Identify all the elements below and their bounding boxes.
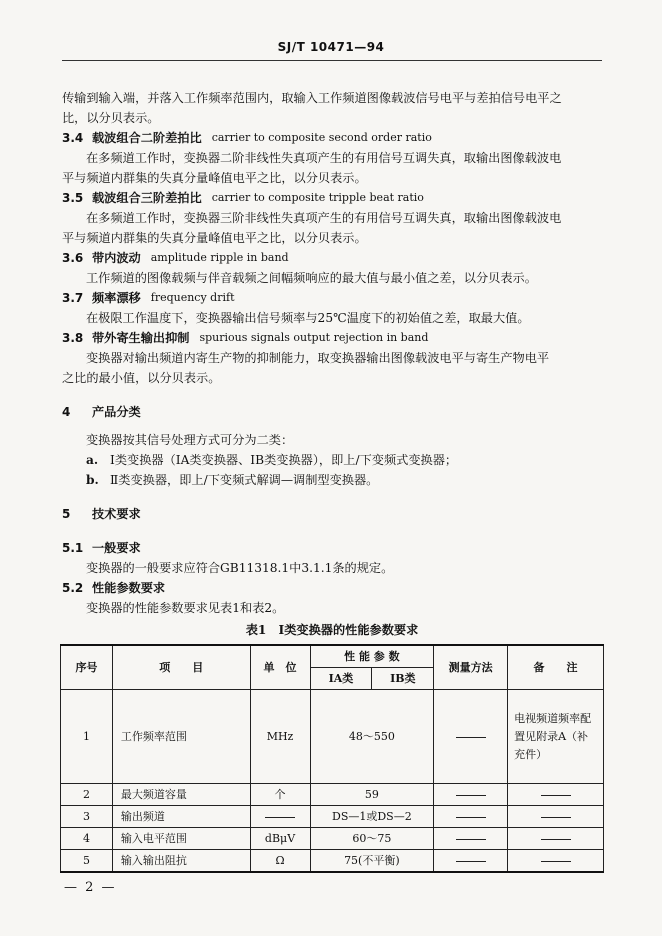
table-row xyxy=(61,806,604,828)
section-3-7-line-1: 在极限工作温度下，变换器输出信号频率与25℃温度下的初始值之差，取最大值。 xyxy=(86,311,530,325)
section-4-heading xyxy=(62,402,602,422)
table-row xyxy=(61,690,604,784)
section-number: 3.4 xyxy=(62,131,84,145)
dash-mark xyxy=(541,817,571,818)
cell-value: DS—1或DS—2 xyxy=(310,806,434,828)
list-text: Ⅰ类变换器（ⅠA类变换器、ⅠB类变换器），即上/下变频式变换器； xyxy=(110,453,458,467)
section-title-english: carrier to composite second order ratio xyxy=(211,131,432,144)
section-3-6-line-1: 工作频道的图像载频与伴音载频之间幅频响应的最大值与最小值之差，以分贝表示。 xyxy=(86,271,537,285)
list-marker: a. xyxy=(86,453,99,467)
section-title: 带外寄生输出抑制 xyxy=(92,331,190,345)
section-3-7-heading xyxy=(62,288,602,308)
section-5-2-heading xyxy=(62,578,602,598)
dash-mark xyxy=(456,795,486,796)
cell-value: 60～75 xyxy=(310,828,434,850)
cell-seq: 5 xyxy=(61,850,113,873)
dash-mark xyxy=(541,839,571,840)
dash-mark xyxy=(265,817,295,818)
cell-unit: 个 xyxy=(250,784,310,806)
section-number: 5 xyxy=(62,507,71,521)
cell-seq: 2 xyxy=(61,784,113,806)
section-3-8-line-2: 之比的最小值，以分贝表示。 xyxy=(62,371,221,385)
header-rule xyxy=(62,60,602,61)
dash-mark xyxy=(456,737,486,738)
cell-unit: Ω xyxy=(250,850,310,873)
section-3-5-line-1: 在多频道工作时，变换器三阶非线性失真项产生的有用信号互调失真，取输出图像载波电 xyxy=(86,211,562,225)
section-title-english: amplitude ripple in band xyxy=(150,251,289,264)
section-3-8-line-1: 变换器对输出频道内寄生产物的抑制能力，取变换器输出图像载波电平与寄生产物电平 xyxy=(86,351,550,365)
cell-item: 输出频道 xyxy=(112,806,250,828)
section-4-intro: 变换器按其信号处理方式可分为二类： xyxy=(86,433,294,447)
cell-seq: 3 xyxy=(61,806,113,828)
cell-value: 59 xyxy=(310,784,434,806)
section-3-4-line-1: 在多频道工作时，变换器二阶非线性失真项产生的有用信号互调失真，取输出图像载波电 xyxy=(86,151,562,165)
list-marker: b. xyxy=(86,473,99,487)
dash-mark xyxy=(541,795,571,796)
table-caption: 表1 Ⅰ类变换器的性能参数要求 xyxy=(245,623,419,637)
section-title: 载波组合二阶差拍比 xyxy=(92,131,202,145)
dash-mark xyxy=(456,817,486,818)
dash-mark xyxy=(456,839,486,840)
section-title-english: frequency drift xyxy=(150,291,235,304)
cell-item: 输入输出阻抗 xyxy=(112,850,250,873)
section-number: 5.2 xyxy=(62,581,84,595)
cell-note xyxy=(508,828,604,850)
table-row xyxy=(61,784,604,806)
document-body xyxy=(62,88,602,873)
section-title-english: carrier to composite tripple beat ratio xyxy=(211,191,424,204)
list-item xyxy=(62,470,602,490)
section-number: 3.5 xyxy=(62,191,84,205)
cell-method xyxy=(434,850,508,873)
section-title: 一般要求 xyxy=(92,541,141,555)
section-title: 技术要求 xyxy=(92,507,141,521)
header-ia: ⅠA类 xyxy=(310,668,372,690)
cell-method xyxy=(434,828,508,850)
intro-line-2: 比，以分贝表示。 xyxy=(62,111,160,125)
section-5-1-heading xyxy=(62,538,602,558)
section-title: 性能参数要求 xyxy=(92,581,166,595)
standard-code-header: SJ/T 10471—94 xyxy=(277,40,385,54)
header-item: 项 目 xyxy=(112,645,250,690)
cell-item: 最大频道容量 xyxy=(112,784,250,806)
section-number: 3.6 xyxy=(62,251,84,265)
section-5-heading xyxy=(62,504,602,524)
section-title: 频率漂移 xyxy=(92,291,141,305)
cell-unit xyxy=(250,806,310,828)
cell-method xyxy=(434,806,508,828)
cell-method xyxy=(434,784,508,806)
cell-item: 工作频率范围 xyxy=(112,690,250,784)
cell-unit: dBμV xyxy=(250,828,310,850)
dash-mark xyxy=(456,861,486,862)
cell-value: 75(不平衡) xyxy=(310,850,434,873)
table-row xyxy=(61,850,604,873)
cell-note xyxy=(508,806,604,828)
header-seq: 序号 xyxy=(61,645,113,690)
table-row xyxy=(61,828,604,850)
section-5-2-text: 变换器的性能参数要求见表1和表2。 xyxy=(86,601,285,615)
page-number: — 2 — xyxy=(64,880,117,895)
section-3-4-line-2: 平与频道内群集的失真分量峰值电平之比，以分贝表示。 xyxy=(62,171,367,185)
section-3-4-heading xyxy=(62,128,602,148)
cell-item: 输入电平范围 xyxy=(112,828,250,850)
cell-seq: 1 xyxy=(61,690,113,784)
header-unit: 单 位 xyxy=(250,645,310,690)
performance-parameters-table xyxy=(60,644,604,873)
section-title-english: spurious signals output rejection in band xyxy=(199,331,429,344)
cell-seq: 4 xyxy=(61,828,113,850)
cell-unit: MHz xyxy=(250,690,310,784)
section-title: 产品分类 xyxy=(92,405,141,419)
cell-value: 48～550 xyxy=(310,690,434,784)
section-title: 带内波动 xyxy=(92,251,141,265)
section-number: 5.1 xyxy=(62,541,84,555)
section-3-8-heading xyxy=(62,328,602,348)
header-method: 测量方法 xyxy=(434,645,508,690)
header-ib: ⅠB类 xyxy=(372,668,434,690)
list-item xyxy=(62,450,602,470)
section-3-5-heading xyxy=(62,188,602,208)
section-number: 4 xyxy=(62,405,71,419)
header-note: 备 注 xyxy=(508,645,604,690)
header-params: 性 能 参 数 xyxy=(310,645,434,668)
cell-note xyxy=(508,784,604,806)
cell-method xyxy=(434,690,508,784)
section-title: 载波组合三阶差拍比 xyxy=(92,191,202,205)
dash-mark xyxy=(541,861,571,862)
section-3-6-heading xyxy=(62,248,602,268)
section-number: 3.8 xyxy=(62,331,84,345)
section-3-5-line-2: 平与频道内群集的失真分量峰值电平之比，以分贝表示。 xyxy=(62,231,367,245)
list-text: Ⅱ类变换器，即上/下变频式解调—调制型变换器。 xyxy=(110,473,379,487)
section-number: 3.7 xyxy=(62,291,84,305)
cell-note: 电视频道频率配置见附录A（补充件） xyxy=(508,690,604,784)
section-5-1-text: 变换器的一般要求应符合GB11318.1中3.1.1条的规定。 xyxy=(86,561,394,575)
cell-note xyxy=(508,850,604,873)
intro-line-1: 传输到输入端，并落入工作频率范围内，取输入工作频道图像载波信号电平与差拍信号电平之 xyxy=(62,91,562,105)
